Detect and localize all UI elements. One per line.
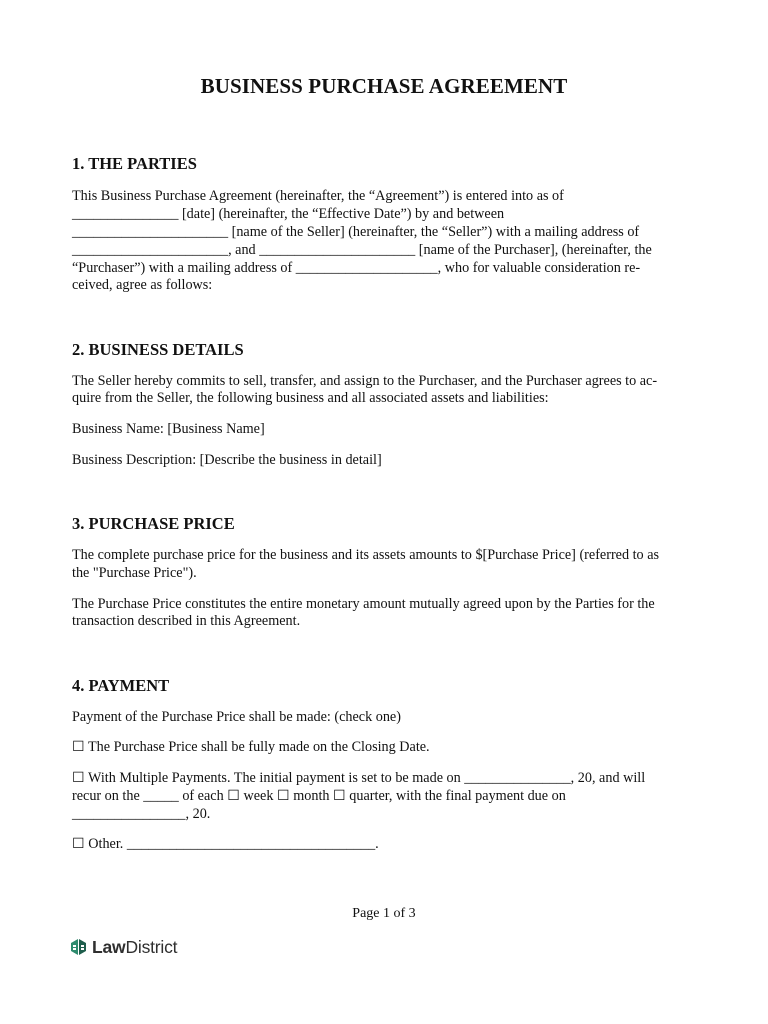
- parties-line-6: ceived, agree as follows:: [72, 277, 213, 293]
- lawdistrict-logo-text: [92, 937, 177, 958]
- parties-line-5: “Purchaser”) with a mailing address of ____________________, who for valuable consideration re-: [72, 260, 641, 276]
- payment-option-full-checkbox[interactable]: ☐ The Purchase Price shall be fully made on the Closing Date.: [72, 739, 430, 755]
- business-details-line-2: quire from the Seller, the following business and all associated assets and liabilities:: [72, 390, 549, 406]
- section-heading-business-details: 2. BUSINESS DETAILS: [72, 340, 244, 359]
- payment-option-multiple-line-3: ________________, 20.: [72, 806, 211, 822]
- page-number: Page 1 of 3: [352, 906, 416, 921]
- logo-text-law: Law: [92, 936, 126, 957]
- logo-text-district: District: [125, 936, 178, 957]
- business-name-field: Business Name: [Business Name]: [72, 421, 265, 437]
- parties-line-4: ______________________, and ______________________ [name of the Purchaser], (hereinafter, the: [72, 242, 652, 258]
- lawdistrict-logo-icon: [70, 937, 87, 957]
- document-title: BUSINESS PURCHASE AGREEMENT: [200, 74, 568, 98]
- purchase-price-para1-line-1: The complete purchase price for the business and its assets amounts to $[Purchase Price] (referred to as: [72, 547, 660, 563]
- purchase-price-para2-line-1: The Purchase Price constitutes the entire monetary amount mutually agreed upon by the Parties for the: [72, 596, 655, 612]
- section-heading-purchase-price: 3. PURCHASE PRICE: [72, 514, 235, 533]
- purchase-price-para2-line-2: transaction described in this Agreement.: [72, 613, 301, 629]
- section-heading-parties: 1. THE PARTIES: [72, 154, 197, 173]
- parties-line-3: ______________________ [name of the Seller] (hereinafter, the “Seller”) with a mailing address of: [72, 224, 640, 240]
- payment-option-multiple-line-2: recur on the _____ of each ☐ week ☐ month ☐ quarter, with the final payment due on: [72, 788, 566, 804]
- business-details-line-1: The Seller hereby commits to sell, transfer, and assign to the Purchaser, and the Purchaser agrees to ac-: [72, 373, 658, 389]
- payment-option-other-checkbox[interactable]: ☐ Other. ___________________________________.: [72, 836, 379, 852]
- parties-line-1: This Business Purchase Agreement (hereinafter, the “Agreement”) is entered into as of: [72, 188, 564, 204]
- section-heading-payment: 4. PAYMENT: [72, 676, 170, 695]
- lawdistrict-logo: [70, 936, 177, 958]
- payment-intro: Payment of the Purchase Price shall be made: (check one): [72, 709, 401, 725]
- parties-line-2: _______________ [date] (hereinafter, the “Effective Date”) by and between: [72, 206, 505, 222]
- payment-option-multiple-checkbox[interactable]: ☐ With Multiple Payments. The initial payment is set to be made on _______________, 20, and will: [72, 770, 646, 786]
- purchase-price-para1-line-2: the "Purchase Price").: [72, 565, 197, 581]
- business-description-field: Business Description: [Describe the business in detail]: [72, 452, 382, 468]
